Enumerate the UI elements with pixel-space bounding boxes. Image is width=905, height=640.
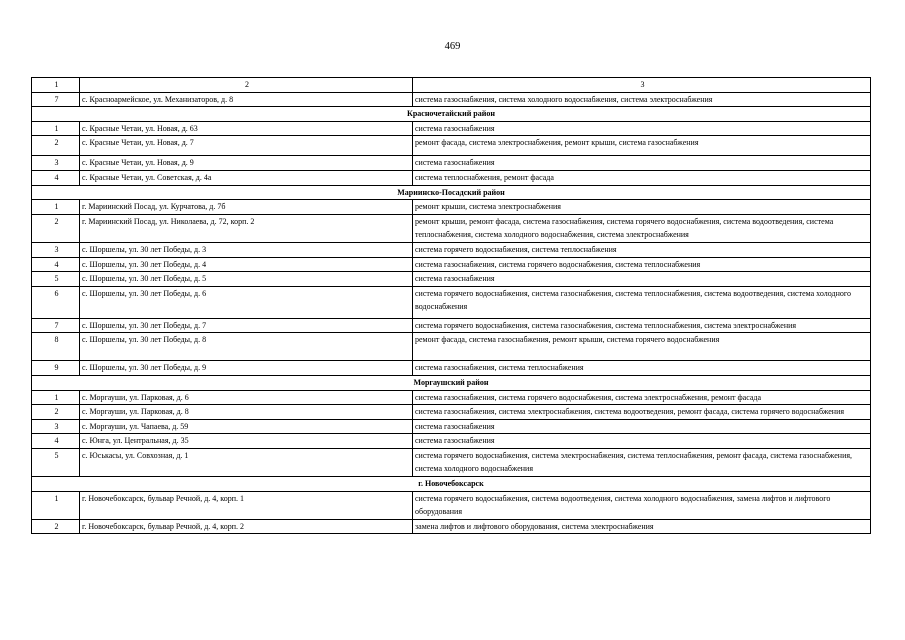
address-cell: с. Шоршелы, ул. 30 лет Победы, д. 7 bbox=[80, 318, 413, 333]
section-title: Мариинско-Посадский район bbox=[32, 185, 871, 200]
row-number: 1 bbox=[32, 491, 80, 519]
section-row bbox=[32, 477, 871, 492]
works-cell: система газоснабжения bbox=[413, 419, 871, 434]
section-row bbox=[32, 375, 871, 390]
works-cell: система газоснабжения, система горячего водоснабжения, система электроснабжения, ремонт фасада bbox=[413, 390, 871, 405]
row-number: 5 bbox=[32, 272, 80, 287]
section-row bbox=[32, 185, 871, 200]
row-number: 1 bbox=[32, 200, 80, 215]
row-number: 4 bbox=[32, 434, 80, 449]
row-number: 4 bbox=[32, 170, 80, 185]
section-row bbox=[32, 107, 871, 122]
works-cell: система горячего водоснабжения, система газоснабжения, система теплоснабжения, система электроснабжения bbox=[413, 318, 871, 333]
row-number: 5 bbox=[32, 448, 80, 476]
table-row bbox=[32, 92, 871, 107]
address-cell: с. Шоршелы, ул. 30 лет Победы, д. 9 bbox=[80, 361, 413, 376]
works-cell: система горячего водоснабжения, система газоснабжения, система теплоснабжения, система водоотведения, система холодного водоснабжения bbox=[413, 286, 871, 318]
table-row bbox=[32, 156, 871, 171]
works-cell: система газоснабжения, система холодного водоснабжения, система электроснабжения bbox=[413, 92, 871, 107]
address-cell: с. Шоршелы, ул. 30 лет Победы, д. 6 bbox=[80, 286, 413, 318]
works-cell: система газоснабжения bbox=[413, 272, 871, 287]
row-number: 3 bbox=[32, 156, 80, 171]
table-row bbox=[32, 448, 871, 476]
address-cell: с. Красные Четаи, ул. Новая, д. 63 bbox=[80, 121, 413, 136]
address-cell: с. Красные Четаи, ул. Новая, д. 9 bbox=[80, 156, 413, 171]
row-number: 7 bbox=[32, 318, 80, 333]
address-cell: г. Новочебоксарск, бульвар Речной, д. 4, корп. 1 bbox=[80, 491, 413, 519]
address-cell: с. Моргауши, ул. Парковая, д. 6 bbox=[80, 390, 413, 405]
table-row bbox=[32, 434, 871, 449]
table-row bbox=[32, 318, 871, 333]
address-cell: с. Шоршелы, ул. 30 лет Победы, д. 3 bbox=[80, 242, 413, 257]
address-cell: г. Мариинский Посад, ул. Николаева, д. 72, корп. 2 bbox=[80, 214, 413, 242]
works-cell: ремонт фасада, система газоснабжения, ремонт крыши, система горячего водоснабжения bbox=[413, 333, 871, 361]
section-title: Моргаушский район bbox=[32, 375, 871, 390]
works-cell: система газоснабжения, система электроснабжения, система водоотведения, ремонт фасада, система горячего водоснабжения bbox=[413, 405, 871, 420]
row-number: 7 bbox=[32, 92, 80, 107]
works-cell: система теплоснабжения, ремонт фасада bbox=[413, 170, 871, 185]
address-cell: с. Шоршелы, ул. 30 лет Победы, д. 5 bbox=[80, 272, 413, 287]
row-number: 2 bbox=[32, 214, 80, 242]
table-row bbox=[32, 519, 871, 534]
table-row bbox=[32, 242, 871, 257]
works-cell: система газоснабжения bbox=[413, 434, 871, 449]
row-number: 1 bbox=[32, 390, 80, 405]
table-row bbox=[32, 333, 871, 361]
table-row bbox=[32, 214, 871, 242]
works-cell: система газоснабжения bbox=[413, 121, 871, 136]
table-row bbox=[32, 257, 871, 272]
header-col-1: 1 bbox=[32, 78, 80, 93]
table-header-row bbox=[32, 78, 871, 93]
row-number: 4 bbox=[32, 257, 80, 272]
row-number: 2 bbox=[32, 405, 80, 420]
works-cell: замена лифтов и лифтового оборудования, система электроснабжения bbox=[413, 519, 871, 534]
address-cell: с. Красные Четаи, ул. Советская, д. 4а bbox=[80, 170, 413, 185]
works-cell: система горячего водоснабжения, система теплоснабжения bbox=[413, 242, 871, 257]
table-row bbox=[32, 491, 871, 519]
table-row bbox=[32, 419, 871, 434]
section-title: Красночетайский район bbox=[32, 107, 871, 122]
header-col-2: 2 bbox=[80, 78, 413, 93]
works-cell: система горячего водоснабжения, система электроснабжения, система теплоснабжения, ремонт фасада, система газоснабжения, система холодного водоснабжения bbox=[413, 448, 871, 476]
table-row bbox=[32, 121, 871, 136]
address-cell: с. Красноармейское, ул. Механизаторов, д. 8 bbox=[80, 92, 413, 107]
page-number: 469 bbox=[444, 41, 461, 52]
address-cell: с. Юнга, ул. Центральная, д. 35 bbox=[80, 434, 413, 449]
table-row bbox=[32, 390, 871, 405]
address-cell: г. Новочебоксарск, бульвар Речной, д. 4, корп. 2 bbox=[80, 519, 413, 534]
works-table-body bbox=[32, 78, 871, 534]
section-title: г. Новочебоксарск bbox=[32, 477, 871, 492]
row-number: 2 bbox=[32, 136, 80, 156]
address-cell: с. Красные Четаи, ул. Новая, д. 7 bbox=[80, 136, 413, 156]
table-row bbox=[32, 361, 871, 376]
works-table bbox=[31, 77, 871, 534]
works-cell: ремонт крыши, ремонт фасада, система газоснабжения, система горячего водоснабжения, система водоотведения, система теплоснабжения, система холодного водоснабжения, система электроснабжения bbox=[413, 214, 871, 242]
table-row bbox=[32, 286, 871, 318]
row-number: 9 bbox=[32, 361, 80, 376]
table-row bbox=[32, 405, 871, 420]
header-col-3: 3 bbox=[413, 78, 871, 93]
works-cell: система газоснабжения, система теплоснабжения bbox=[413, 361, 871, 376]
works-cell: система газоснабжения bbox=[413, 156, 871, 171]
table-row bbox=[32, 200, 871, 215]
table-row bbox=[32, 136, 871, 156]
address-cell: с. Юськасы, ул. Совхозная, д. 1 bbox=[80, 448, 413, 476]
address-cell: г. Мариинский Посад, ул. Курчатова, д. 7б bbox=[80, 200, 413, 215]
row-number: 2 bbox=[32, 519, 80, 534]
works-cell: ремонт фасада, система электроснабжения, ремонт крыши, система газоснабжения bbox=[413, 136, 871, 156]
address-cell: с. Моргауши, ул. Чапаева, д. 59 bbox=[80, 419, 413, 434]
row-number: 3 bbox=[32, 419, 80, 434]
address-cell: с. Шоршелы, ул. 30 лет Победы, д. 4 bbox=[80, 257, 413, 272]
row-number: 8 bbox=[32, 333, 80, 361]
row-number: 1 bbox=[32, 121, 80, 136]
address-cell: с. Шоршелы, ул. 30 лет Победы, д. 8 bbox=[80, 333, 413, 361]
row-number: 6 bbox=[32, 286, 80, 318]
works-cell: ремонт крыши, система электроснабжения bbox=[413, 200, 871, 215]
address-cell: с. Моргауши, ул. Парковая, д. 8 bbox=[80, 405, 413, 420]
works-cell: система горячего водоснабжения, система водоотведения, система холодного водоснабжения, замена лифтов и лифтового оборудования bbox=[413, 491, 871, 519]
row-number: 3 bbox=[32, 242, 80, 257]
table-row bbox=[32, 272, 871, 287]
table-row bbox=[32, 170, 871, 185]
works-cell: система газоснабжения, система горячего водоснабжения, система теплоснабжения bbox=[413, 257, 871, 272]
